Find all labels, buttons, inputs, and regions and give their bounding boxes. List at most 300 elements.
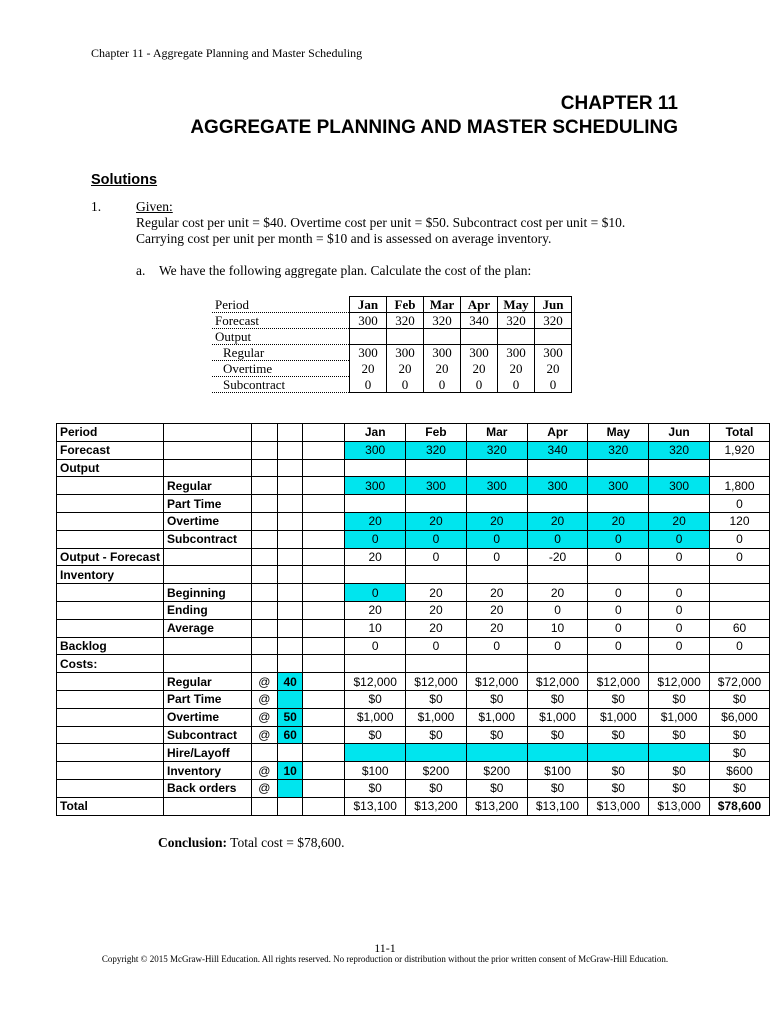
sheet-rate-cell xyxy=(277,779,302,797)
plan-cell: May xyxy=(498,297,535,313)
sheet-row-label: Costs: xyxy=(57,655,164,673)
sheet-row xyxy=(57,477,770,495)
sheet-row-sublabel xyxy=(164,459,252,477)
plan-cell: 0 xyxy=(387,377,424,393)
sheet-value-cell xyxy=(649,655,710,673)
plan-cell: 300 xyxy=(498,345,535,361)
sheet-row-sublabel xyxy=(164,424,252,442)
sheet-row-label xyxy=(57,762,164,780)
sheet-value-cell: $0 xyxy=(588,690,649,708)
sheet-value-cell: $12,000 xyxy=(345,673,406,691)
sheet-value-cell: $0 xyxy=(649,762,710,780)
given-label: Given: xyxy=(136,199,173,214)
sheet-row-sublabel: Back orders xyxy=(164,779,252,797)
sheet-row-label xyxy=(57,619,164,637)
sheet-row-label xyxy=(57,477,164,495)
sheet-value-cell xyxy=(527,744,588,762)
sheet-row-sublabel: Part Time xyxy=(164,690,252,708)
plan-row-overtime xyxy=(212,361,572,377)
chapter-subtitle: AGGREGATE PLANNING AND MASTER SCHEDULING xyxy=(190,117,678,138)
sheet-value-cell: 20 xyxy=(345,548,406,566)
sheet-at-sign: @ xyxy=(251,690,277,708)
sheet-value-cell: Mar xyxy=(466,424,527,442)
sheet-row-sublabel xyxy=(164,548,252,566)
sheet-row xyxy=(57,708,770,726)
sheet-total-cell: $600 xyxy=(709,762,769,780)
sheet-row-label xyxy=(57,779,164,797)
sheet-value-cell: 0 xyxy=(406,637,467,655)
sheet-value-cell: 20 xyxy=(588,512,649,530)
sheet-row-label xyxy=(57,530,164,548)
sheet-value-cell: 320 xyxy=(466,441,527,459)
sheet-spacer-cell xyxy=(303,601,345,619)
sheet-value-cell xyxy=(345,459,406,477)
sheet-at-sign xyxy=(251,477,277,495)
sheet-spacer-cell xyxy=(303,637,345,655)
sheet-value-cell: $1,000 xyxy=(466,708,527,726)
sheet-total-cell xyxy=(709,655,769,673)
sheet-value-cell: $100 xyxy=(527,762,588,780)
plan-cell: Feb xyxy=(387,297,424,313)
sheet-value-cell: $1,000 xyxy=(588,708,649,726)
sheet-at-sign xyxy=(251,584,277,602)
sheet-value-cell: 20 xyxy=(466,601,527,619)
sheet-row-sublabel: Ending xyxy=(164,601,252,619)
plan-cell: 20 xyxy=(350,361,387,377)
sheet-row-label: Period xyxy=(57,424,164,442)
sheet-at-sign xyxy=(251,601,277,619)
plan-cell: Jan xyxy=(350,297,387,313)
sheet-row xyxy=(57,726,770,744)
sheet-value-cell: $13,200 xyxy=(406,797,467,815)
sheet-value-cell: 0 xyxy=(649,548,710,566)
sheet-value-cell: $13,000 xyxy=(649,797,710,815)
sheet-value-cell: -20 xyxy=(527,548,588,566)
plan-cell xyxy=(387,329,424,345)
sheet-spacer-cell xyxy=(303,477,345,495)
sheet-value-cell: $200 xyxy=(466,762,527,780)
sheet-value-cell: 0 xyxy=(466,637,527,655)
sheet-value-cell: 20 xyxy=(466,619,527,637)
sheet-row xyxy=(57,512,770,530)
sheet-value-cell xyxy=(406,566,467,584)
sheet-spacer-cell xyxy=(303,512,345,530)
plan-cell: 0 xyxy=(461,377,498,393)
sheet-row-sublabel: Inventory xyxy=(164,762,252,780)
sheet-value-cell: $0 xyxy=(649,779,710,797)
sheet-at-sign xyxy=(251,424,277,442)
sheet-row-label xyxy=(57,601,164,619)
sheet-value-cell: 0 xyxy=(466,548,527,566)
sheet-row xyxy=(57,566,770,584)
sheet-value-cell xyxy=(588,566,649,584)
sheet-value-cell: $200 xyxy=(406,762,467,780)
sheet-total-cell xyxy=(709,601,769,619)
plan-label: Forecast xyxy=(212,313,350,329)
sheet-rate-cell xyxy=(277,495,302,513)
sheet-row xyxy=(57,530,770,548)
plan-cell xyxy=(350,329,387,345)
sheet-value-cell xyxy=(527,655,588,673)
sheet-value-cell: $0 xyxy=(588,726,649,744)
sheet-rate-cell xyxy=(277,459,302,477)
sheet-at-sign: @ xyxy=(251,779,277,797)
sheet-spacer-cell xyxy=(303,548,345,566)
sheet-row-label xyxy=(57,744,164,762)
page-number: 11-1 xyxy=(374,941,396,955)
sheet-total-cell: $0 xyxy=(709,726,769,744)
sheet-total-cell xyxy=(709,566,769,584)
sheet-row xyxy=(57,744,770,762)
plan-cell: 340 xyxy=(461,313,498,329)
sheet-value-cell: Feb xyxy=(406,424,467,442)
sheet-value-cell: 20 xyxy=(345,512,406,530)
sheet-row-sublabel xyxy=(164,566,252,584)
plan-cell: 20 xyxy=(461,361,498,377)
sheet-row-sublabel: Part Time xyxy=(164,495,252,513)
sheet-at-sign xyxy=(251,744,277,762)
sheet-rate-cell: 10 xyxy=(277,762,302,780)
plan-cell: 320 xyxy=(387,313,424,329)
sheet-value-cell xyxy=(527,459,588,477)
sheet-value-cell: 20 xyxy=(406,601,467,619)
sheet-value-cell: $0 xyxy=(406,779,467,797)
sheet-row xyxy=(57,655,770,673)
sheet-value-cell: 20 xyxy=(527,584,588,602)
sheet-value-cell: 0 xyxy=(649,601,710,619)
plan-label: Output xyxy=(212,329,350,345)
sheet-value-cell xyxy=(588,744,649,762)
sheet-total-cell: Total xyxy=(709,424,769,442)
sheet-rate-cell: 50 xyxy=(277,708,302,726)
sheet-row-sublabel: Subcontract xyxy=(164,530,252,548)
sheet-value-cell: 320 xyxy=(649,441,710,459)
sheet-value-cell: 0 xyxy=(527,530,588,548)
sheet-row-label xyxy=(57,708,164,726)
sheet-value-cell: 0 xyxy=(527,601,588,619)
conclusion-text: Total cost = $78,600. xyxy=(230,835,345,850)
sheet-row xyxy=(57,779,770,797)
sheet-value-cell: 0 xyxy=(588,584,649,602)
sheet-value-cell: 300 xyxy=(406,477,467,495)
sheet-value-cell xyxy=(466,566,527,584)
given-line-2: Carrying cost per unit per month = $10 and is assessed on average inventory. xyxy=(136,231,552,246)
sheet-value-cell: 0 xyxy=(345,584,406,602)
sheet-total-cell: $72,000 xyxy=(709,673,769,691)
sheet-row-sublabel xyxy=(164,797,252,815)
sheet-value-cell: 0 xyxy=(588,637,649,655)
sheet-value-cell xyxy=(649,566,710,584)
sheet-value-cell xyxy=(466,655,527,673)
sheet-row-sublabel: Regular xyxy=(164,673,252,691)
sheet-value-cell: 20 xyxy=(649,512,710,530)
plan-label: Regular xyxy=(212,345,350,361)
sheet-rate-cell xyxy=(277,655,302,673)
plan-cell: 300 xyxy=(350,313,387,329)
sheet-value-cell xyxy=(466,459,527,477)
plan-cell: 0 xyxy=(350,377,387,393)
sheet-at-sign xyxy=(251,655,277,673)
sheet-spacer-cell xyxy=(303,530,345,548)
plan-cell xyxy=(461,329,498,345)
sheet-spacer-cell xyxy=(303,797,345,815)
sheet-rate-cell xyxy=(277,424,302,442)
sheet-value-cell: 300 xyxy=(345,441,406,459)
sheet-value-cell: 0 xyxy=(466,530,527,548)
sheet-value-cell: $0 xyxy=(345,779,406,797)
sheet-total-cell: $0 xyxy=(709,690,769,708)
plan-cell: 300 xyxy=(424,345,461,361)
sheet-total-cell: 120 xyxy=(709,512,769,530)
sheet-value-cell: $0 xyxy=(527,690,588,708)
sheet-row-sublabel: Regular xyxy=(164,477,252,495)
sheet-row-label xyxy=(57,690,164,708)
sheet-spacer-cell xyxy=(303,708,345,726)
sheet-value-cell: $0 xyxy=(406,726,467,744)
sheet-value-cell xyxy=(649,495,710,513)
part-a-label: a. xyxy=(136,263,146,278)
sheet-row-sublabel: Overtime xyxy=(164,512,252,530)
sheet-value-cell: $0 xyxy=(649,690,710,708)
sheet-value-cell: $100 xyxy=(345,762,406,780)
sheet-rate-cell xyxy=(277,690,302,708)
sheet-at-sign: @ xyxy=(251,726,277,744)
sheet-value-cell: $13,100 xyxy=(345,797,406,815)
sheet-total-cell: $0 xyxy=(709,779,769,797)
sheet-row-label xyxy=(57,512,164,530)
sheet-rate-cell xyxy=(277,619,302,637)
sheet-spacer-cell xyxy=(303,619,345,637)
sheet-value-cell xyxy=(466,744,527,762)
plan-cell: 20 xyxy=(498,361,535,377)
sheet-value-cell: $0 xyxy=(588,762,649,780)
sheet-value-cell: 0 xyxy=(588,530,649,548)
sheet-row xyxy=(57,673,770,691)
given-line-1: Regular cost per unit = $40. Overtime cost per unit = $50. Subcontract cost per unit = $10. xyxy=(136,215,626,230)
sheet-at-sign xyxy=(251,530,277,548)
sheet-value-cell: 0 xyxy=(345,530,406,548)
sheet-value-cell: 0 xyxy=(588,548,649,566)
sheet-row xyxy=(57,637,770,655)
plan-row-forecast xyxy=(212,313,572,329)
sheet-row-sublabel xyxy=(164,655,252,673)
sheet-row-label xyxy=(57,584,164,602)
sheet-rate-cell xyxy=(277,530,302,548)
sheet-value-cell: 0 xyxy=(649,584,710,602)
sheet-row xyxy=(57,797,770,815)
sheet-value-cell: $1,000 xyxy=(527,708,588,726)
sheet-row xyxy=(57,459,770,477)
sheet-value-cell xyxy=(588,459,649,477)
sheet-value-cell: 0 xyxy=(649,637,710,655)
sheet-value-cell xyxy=(466,495,527,513)
sheet-rate-cell xyxy=(277,512,302,530)
sheet-spacer-cell xyxy=(303,744,345,762)
sheet-value-cell: $13,200 xyxy=(466,797,527,815)
sheet-rate-cell xyxy=(277,584,302,602)
plan-row-output xyxy=(212,329,572,345)
sheet-value-cell: $0 xyxy=(466,690,527,708)
sheet-value-cell: 20 xyxy=(406,512,467,530)
sheet-row-label xyxy=(57,495,164,513)
sheet-total-cell: $0 xyxy=(709,744,769,762)
plan-cell: 20 xyxy=(424,361,461,377)
sheet-value-cell: 20 xyxy=(527,512,588,530)
plan-cell: 0 xyxy=(424,377,461,393)
sheet-spacer-cell xyxy=(303,459,345,477)
plan-cell xyxy=(498,329,535,345)
sheet-value-cell xyxy=(649,744,710,762)
sheet-rate-cell xyxy=(277,601,302,619)
sheet-row xyxy=(57,441,770,459)
plan-cell: 320 xyxy=(424,313,461,329)
sheet-rate-cell xyxy=(277,441,302,459)
sheet-total-cell: 0 xyxy=(709,530,769,548)
sheet-value-cell: 0 xyxy=(649,530,710,548)
sheet-spacer-cell xyxy=(303,690,345,708)
sheet-value-cell: $13,100 xyxy=(527,797,588,815)
sheet-spacer-cell xyxy=(303,566,345,584)
sheet-spacer-cell xyxy=(303,779,345,797)
sheet-row-sublabel: Overtime xyxy=(164,708,252,726)
sheet-row-sublabel: Beginning xyxy=(164,584,252,602)
sheet-total-cell: $6,000 xyxy=(709,708,769,726)
part-a-text: We have the following aggregate plan. Calculate the cost of the plan: xyxy=(159,263,532,278)
sheet-value-cell: 20 xyxy=(345,601,406,619)
chapter-title: CHAPTER 11 xyxy=(560,93,678,114)
sheet-at-sign: @ xyxy=(251,708,277,726)
sheet-value-cell: $1,000 xyxy=(406,708,467,726)
sheet-value-cell: $0 xyxy=(527,726,588,744)
sheet-value-cell: 10 xyxy=(345,619,406,637)
sheet-total-cell: 0 xyxy=(709,637,769,655)
conclusion-label: Conclusion: xyxy=(158,835,228,850)
sheet-row-label xyxy=(57,726,164,744)
sheet-value-cell xyxy=(406,655,467,673)
sheet-value-cell xyxy=(345,655,406,673)
sheet-row xyxy=(57,584,770,602)
sheet-value-cell: 300 xyxy=(345,477,406,495)
sheet-row xyxy=(57,601,770,619)
sheet-value-cell: Apr xyxy=(527,424,588,442)
plan-cell: 320 xyxy=(535,313,572,329)
plan-cell: 20 xyxy=(535,361,572,377)
sheet-total-cell: 0 xyxy=(709,495,769,513)
sheet-at-sign: @ xyxy=(251,673,277,691)
sheet-at-sign xyxy=(251,495,277,513)
sheet-value-cell: 20 xyxy=(406,619,467,637)
sheet-value-cell: 300 xyxy=(649,477,710,495)
sheet-value-cell: 0 xyxy=(406,548,467,566)
sheet-spacer-cell xyxy=(303,673,345,691)
plan-row-regular xyxy=(212,345,572,361)
plan-label: Subcontract xyxy=(212,377,350,393)
sheet-value-cell: 0 xyxy=(345,637,406,655)
sheet-value-cell xyxy=(345,744,406,762)
sheet-row xyxy=(57,762,770,780)
sheet-value-cell: $0 xyxy=(466,779,527,797)
sheet-row xyxy=(57,690,770,708)
sheet-value-cell: 0 xyxy=(588,619,649,637)
sheet-row-label: Output - Forecast xyxy=(57,548,164,566)
sheet-at-sign xyxy=(251,566,277,584)
plan-row-subcontract xyxy=(212,377,572,393)
sheet-value-cell: 320 xyxy=(406,441,467,459)
sheet-rate-cell xyxy=(277,548,302,566)
sheet-row-sublabel xyxy=(164,637,252,655)
plan-cell: 20 xyxy=(387,361,424,377)
sheet-value-cell: Jan xyxy=(345,424,406,442)
sheet-value-cell: 320 xyxy=(588,441,649,459)
sheet-value-cell xyxy=(345,495,406,513)
plan-cell xyxy=(535,329,572,345)
sheet-row-label: Total xyxy=(57,797,164,815)
sheet-value-cell: 20 xyxy=(406,584,467,602)
sheet-value-cell: Jun xyxy=(649,424,710,442)
sheet-spacer-cell xyxy=(303,655,345,673)
plan-cell: 300 xyxy=(535,345,572,361)
running-head: Chapter 11 - Aggregate Planning and Master Scheduling xyxy=(91,46,363,60)
sheet-rate-cell xyxy=(277,477,302,495)
sheet-at-sign xyxy=(251,512,277,530)
sheet-value-cell: 20 xyxy=(466,584,527,602)
sheet-at-sign xyxy=(251,797,277,815)
sheet-value-cell: $1,000 xyxy=(649,708,710,726)
sheet-value-cell: $1,000 xyxy=(345,708,406,726)
sheet-row-label: Backlog xyxy=(57,637,164,655)
sheet-spacer-cell xyxy=(303,762,345,780)
sheet-row xyxy=(57,424,770,442)
sheet-rate-cell: 60 xyxy=(277,726,302,744)
plan-cell: 300 xyxy=(461,345,498,361)
sheet-value-cell: $0 xyxy=(649,726,710,744)
sheet-value-cell: $0 xyxy=(406,690,467,708)
sheet-value-cell: May xyxy=(588,424,649,442)
sheet-row-label xyxy=(57,673,164,691)
sheet-at-sign: @ xyxy=(251,762,277,780)
section-heading: Solutions xyxy=(91,172,158,188)
sheet-rate-cell: 40 xyxy=(277,673,302,691)
part-a xyxy=(136,263,531,279)
sheet-row xyxy=(57,619,770,637)
sheet-total-cell: 1,800 xyxy=(709,477,769,495)
aggregate-plan-table xyxy=(212,296,572,393)
sheet-value-cell: 0 xyxy=(588,601,649,619)
sheet-value-cell: $0 xyxy=(466,726,527,744)
sheet-value-cell: $12,000 xyxy=(406,673,467,691)
cost-spreadsheet xyxy=(56,423,770,816)
sheet-value-cell: 0 xyxy=(649,619,710,637)
plan-cell: Mar xyxy=(424,297,461,313)
plan-label: Period xyxy=(212,297,350,313)
sheet-rate-cell xyxy=(277,744,302,762)
sheet-value-cell: 300 xyxy=(466,477,527,495)
sheet-spacer-cell xyxy=(303,584,345,602)
plan-label: Overtime xyxy=(212,361,350,377)
sheet-spacer-cell xyxy=(303,495,345,513)
sheet-total-cell xyxy=(709,459,769,477)
sheet-row-sublabel: Hire/Layoff xyxy=(164,744,252,762)
sheet-total-cell: $78,600 xyxy=(709,797,769,815)
sheet-value-cell: 340 xyxy=(527,441,588,459)
sheet-total-cell: 1,920 xyxy=(709,441,769,459)
sheet-rate-cell xyxy=(277,566,302,584)
sheet-value-cell: 300 xyxy=(588,477,649,495)
plan-cell: 0 xyxy=(498,377,535,393)
sheet-value-cell xyxy=(527,495,588,513)
sheet-value-cell: $12,000 xyxy=(649,673,710,691)
sheet-spacer-cell xyxy=(303,424,345,442)
